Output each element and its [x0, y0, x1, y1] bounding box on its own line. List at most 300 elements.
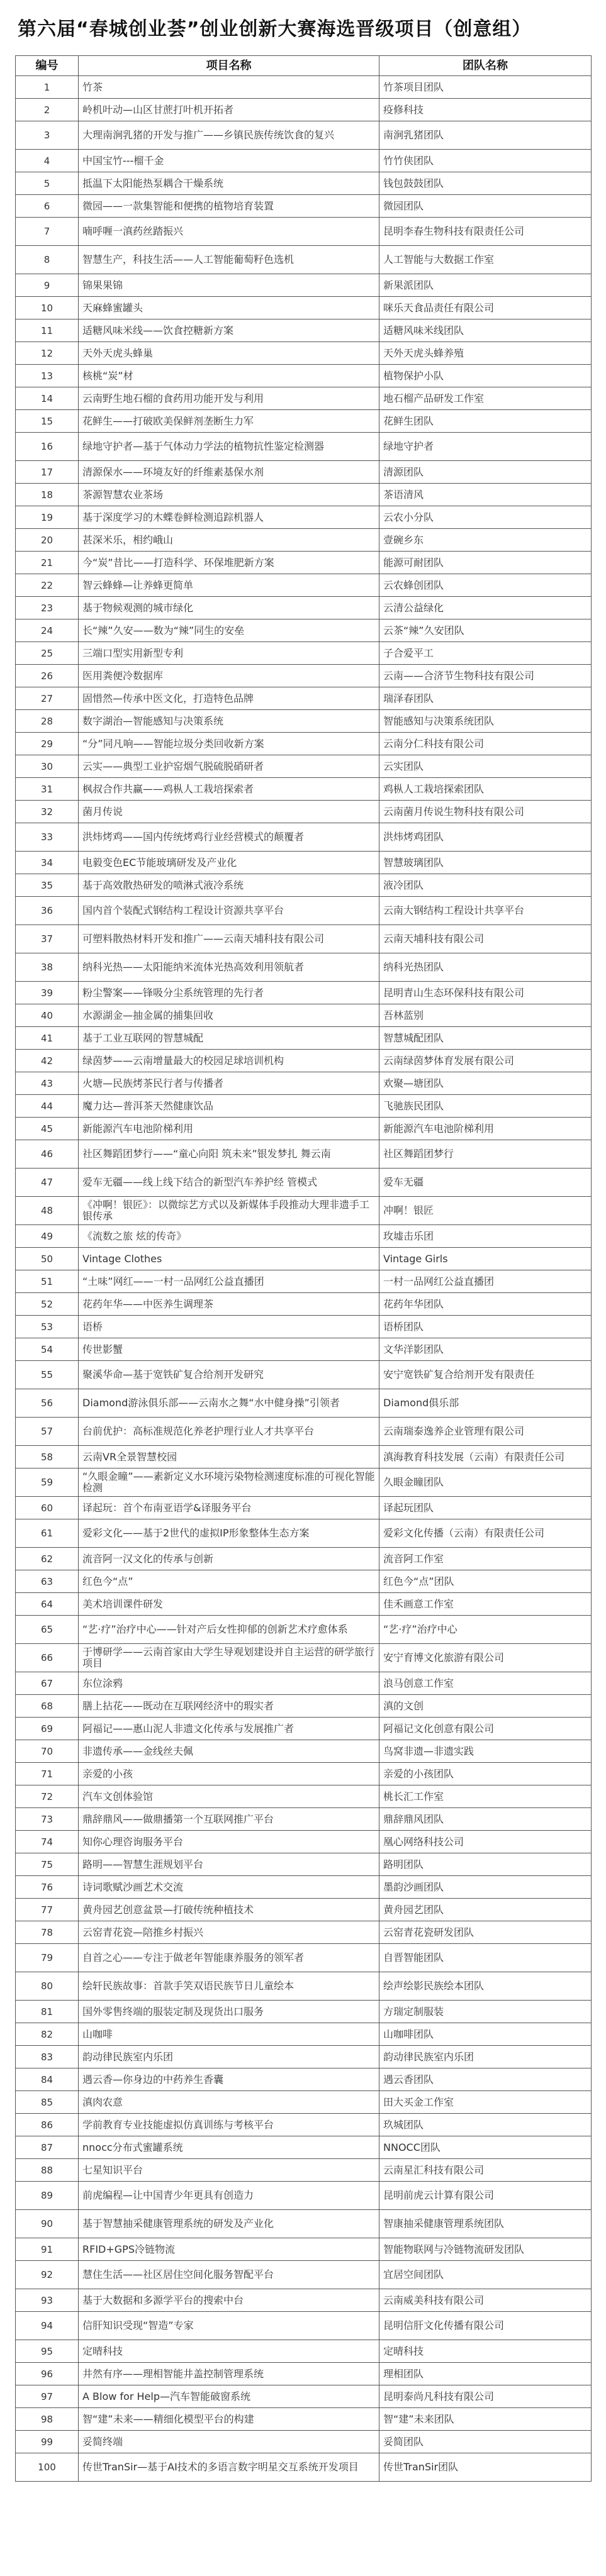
row-number: 54 — [16, 1338, 79, 1361]
project-name: 基于智慧抽采健康管理系统的研发及产业化 — [79, 2210, 379, 2238]
row-number: 21 — [16, 552, 79, 574]
team-name: 子合爱平工 — [379, 642, 592, 665]
row-number: 42 — [16, 1050, 79, 1072]
project-name: 信肝知识受现“智造”专家 — [79, 2312, 379, 2340]
row-number: 24 — [16, 619, 79, 642]
row-number: 15 — [16, 410, 79, 433]
team-name: 能源可耐团队 — [379, 552, 592, 574]
project-name: 慧住生活——社区居住空间化服务智配平台 — [79, 2261, 379, 2289]
row-number: 71 — [16, 1763, 79, 1785]
table-row — [16, 1270, 592, 1293]
team-name: 智慧玻璃团队 — [379, 852, 592, 874]
table-row — [16, 2238, 592, 2261]
row-number: 93 — [16, 2289, 79, 2312]
row-number: 76 — [16, 1876, 79, 1899]
team-name: 云南威美科技有限公司 — [379, 2289, 592, 2312]
table-row — [16, 2091, 592, 2114]
project-name: 滇肉农意 — [79, 2091, 379, 2114]
row-number: 32 — [16, 801, 79, 823]
table-row — [16, 342, 592, 365]
header-team: 团队名称 — [379, 56, 592, 76]
project-name: 绘轩民族故事：首款手笑双语民族节日儿童绘本 — [79, 1972, 379, 2001]
row-number: 40 — [16, 1004, 79, 1027]
row-number: 70 — [16, 1740, 79, 1763]
row-number: 28 — [16, 710, 79, 733]
table-row — [16, 433, 592, 461]
table-row — [16, 2289, 592, 2312]
project-name: 韵动律民族室内乐团 — [79, 2046, 379, 2068]
table-row — [16, 801, 592, 823]
table-row — [16, 2340, 592, 2363]
table-row — [16, 1808, 592, 1831]
row-number: 73 — [16, 1808, 79, 1831]
row-number: 34 — [16, 852, 79, 874]
table-row — [16, 274, 592, 297]
table-row — [16, 1248, 592, 1270]
table-row — [16, 597, 592, 619]
table-row — [16, 2385, 592, 2408]
project-name: 适糖风味米线——饮食控糖新方案 — [79, 319, 379, 342]
team-name: 云南大钢结构工程设计共享平台 — [379, 897, 592, 925]
project-name: 数字湖治—智能感知与决策系统 — [79, 710, 379, 733]
table-row — [16, 121, 592, 150]
row-number: 51 — [16, 1270, 79, 1293]
project-name: 流音阿一汉文化的传承与创新 — [79, 1548, 379, 1570]
team-name: 绘声绘影民族绘本团队 — [379, 1972, 592, 2001]
team-name: 语桥团队 — [379, 1316, 592, 1338]
row-number: 43 — [16, 1072, 79, 1095]
table-row — [16, 1197, 592, 1225]
row-number: 99 — [16, 2431, 79, 2453]
row-number: 47 — [16, 1169, 79, 1197]
project-name: 七星知识平台 — [79, 2159, 379, 2182]
team-name: 佳禾画意工作室 — [379, 1593, 592, 1616]
project-name: “艺·疗”治疗中心——针对产后女性抑郁的创新艺术疗愈体系 — [79, 1616, 379, 1644]
row-number: 98 — [16, 2408, 79, 2431]
team-name: 久眼金瞳团队 — [379, 1468, 592, 1497]
table-row — [16, 195, 592, 218]
table-row — [16, 2159, 592, 2182]
team-name: 飞驰族民团队 — [379, 1095, 592, 1118]
team-name: 绿地守护者 — [379, 433, 592, 461]
table-row — [16, 2068, 592, 2091]
team-name: 鸟窝非遗—非遗实践 — [379, 1740, 592, 1763]
team-name: 自晋智能团队 — [379, 1944, 592, 1972]
team-name: “艺·疗”治疗中心 — [379, 1616, 592, 1644]
project-name: 黄舟园艺创意盆景—打破传统种植技术 — [79, 1899, 379, 1921]
project-name: 中国宝竹---榴千金 — [79, 150, 379, 172]
row-number: 53 — [16, 1316, 79, 1338]
project-name: 新能源汽车电池阶梯利用 — [79, 1118, 379, 1140]
table-row — [16, 1095, 592, 1118]
project-name: 花药年华——中医养生调理茶 — [79, 1293, 379, 1316]
table-row — [16, 1361, 592, 1389]
team-name: 竹茶项目团队 — [379, 76, 592, 99]
row-number: 11 — [16, 319, 79, 342]
table-row — [16, 733, 592, 755]
project-name: 基于大数据和多源学平台的搜索中台 — [79, 2289, 379, 2312]
team-name: 云南绿茵梦体育发展有限公司 — [379, 1050, 592, 1072]
row-number: 57 — [16, 1418, 79, 1446]
table-row — [16, 506, 592, 529]
team-name: 社区舞蹈团梦行 — [379, 1140, 592, 1169]
table-row — [16, 246, 592, 274]
project-name: 微园——一款集智能和便携的植物培育装置 — [79, 195, 379, 218]
table-row — [16, 574, 592, 597]
project-name: 基于工业互联网的智慧城配 — [79, 1027, 379, 1050]
table-row — [16, 529, 592, 552]
table-row — [16, 2114, 592, 2136]
project-name: 岭机叶动—山区甘蔗打叶机开拓者 — [79, 99, 379, 121]
table-row — [16, 665, 592, 687]
table-row — [16, 2408, 592, 2431]
row-number: 62 — [16, 1548, 79, 1570]
team-name: 花鲜生团队 — [379, 410, 592, 433]
team-name: 云南瑞泰逸养企业管理有限公司 — [379, 1418, 592, 1446]
project-name: 智“建”未来——精细化模型平台的构建 — [79, 2408, 379, 2431]
table-row — [16, 1570, 592, 1593]
team-name: 南涧乳猪团队 — [379, 121, 592, 150]
row-number: 30 — [16, 755, 79, 778]
project-name: 井然有序——理相智能井盖控制管理系统 — [79, 2363, 379, 2385]
project-name: 亲爱的小孩 — [79, 1763, 379, 1785]
table-row — [16, 1072, 592, 1095]
row-number: 96 — [16, 2363, 79, 2385]
team-name: 云南星汇科技有限公司 — [379, 2159, 592, 2182]
project-name: 聚溪华命—基于宽铁矿复合给剂开发研究 — [79, 1361, 379, 1389]
row-number: 91 — [16, 2238, 79, 2261]
project-name: 汽车文创体验馆 — [79, 1785, 379, 1808]
team-name: 适糖风味米线团队 — [379, 319, 592, 342]
row-number: 12 — [16, 342, 79, 365]
team-name: 咪乐天食品责任有限公司 — [379, 297, 592, 319]
team-name: 理相团队 — [379, 2363, 592, 2385]
project-name: 可塑料散热材料开发和推广——云南天埔科技有限公司 — [79, 925, 379, 953]
project-name: 锦果果锦 — [79, 274, 379, 297]
team-name: Vintage Girls — [379, 1248, 592, 1270]
project-name: A Blow for Help—汽车智能破窗系统 — [79, 2385, 379, 2408]
row-number: 92 — [16, 2261, 79, 2289]
team-name: 清源团队 — [379, 461, 592, 484]
team-name: 凰心网络科技公司 — [379, 1831, 592, 1853]
row-number: 88 — [16, 2159, 79, 2182]
table-row — [16, 387, 592, 410]
project-name: 美术培训课件研发 — [79, 1593, 379, 1616]
team-name: 昆明李春生物科技有限责任公司 — [379, 218, 592, 246]
row-number: 58 — [16, 1446, 79, 1468]
row-number: 69 — [16, 1718, 79, 1740]
team-name: 云窑青花瓷研发团队 — [379, 1921, 592, 1944]
team-name: 智“建”未来团队 — [379, 2408, 592, 2431]
team-name: 地石榴产品研发工作室 — [379, 387, 592, 410]
project-name: 喃呼喱一滇药丝踏振兴 — [79, 218, 379, 246]
team-name: 鸡枞人工栽培探索团队 — [379, 778, 592, 801]
row-number: 78 — [16, 1921, 79, 1944]
project-name: 水源湖金—抽金属的捕集回收 — [79, 1004, 379, 1027]
row-number: 46 — [16, 1140, 79, 1169]
team-name: 新能源汽车电池阶梯利用 — [379, 1118, 592, 1140]
table-row — [16, 1785, 592, 1808]
row-number: 87 — [16, 2136, 79, 2159]
table-row — [16, 1316, 592, 1338]
team-name: 传世TranSir团队 — [379, 2453, 592, 2482]
project-name: 甚深米乐，相约峨山 — [79, 529, 379, 552]
table-row — [16, 1446, 592, 1468]
row-number: 8 — [16, 246, 79, 274]
project-name: 绿地守护者—基于气体动力学法的植物抗性鉴定检测器 — [79, 433, 379, 461]
table-row — [16, 1389, 592, 1418]
table-row — [16, 778, 592, 801]
project-name: 智云蜂蜂—让养蜂更简单 — [79, 574, 379, 597]
row-number: 81 — [16, 2001, 79, 2023]
row-number: 19 — [16, 506, 79, 529]
project-name: 基于物候观测的城市绿化 — [79, 597, 379, 619]
team-name: 智慧城配团队 — [379, 1027, 592, 1050]
table-row — [16, 1644, 592, 1672]
row-number: 2 — [16, 99, 79, 121]
project-name: 于博研学——云南首家由大学生导观划建设并自主运营的研学旅行项目 — [79, 1644, 379, 1672]
team-name: 滇海教育科技发展（云南）有限责任公司 — [379, 1446, 592, 1468]
table-row — [16, 2136, 592, 2159]
team-name: 安宁宽铁矿复合给剂开发有限责任 — [379, 1361, 592, 1389]
project-name: 《冲啊！银匠》：以微综艺方式以及新媒体手段推动大理非遗手工银传承 — [79, 1197, 379, 1225]
project-name: 台前优护：高标准规范化养老护理行业人才共享平台 — [79, 1418, 379, 1446]
team-name: 滇的文创 — [379, 1695, 592, 1718]
project-name: 膳上拈花——既动在互联网经济中的瑕实者 — [79, 1695, 379, 1718]
table-row — [16, 897, 592, 925]
row-number: 97 — [16, 2385, 79, 2408]
project-name: 纳科光热——太阳能纳米流体光热高效利用领航者 — [79, 953, 379, 982]
team-name: 云南分仁科技有限公司 — [379, 733, 592, 755]
project-table — [15, 55, 592, 2482]
team-name: 宜居空间团队 — [379, 2261, 592, 2289]
project-name: 今“炭”昔比——打造科学、环保堆肥新方案 — [79, 552, 379, 574]
project-name: 遇云香—你身边的中药养生香囊 — [79, 2068, 379, 2091]
team-name: 欢聚—塘团队 — [379, 1072, 592, 1095]
table-row — [16, 410, 592, 433]
table-row — [16, 2312, 592, 2340]
table-row — [16, 1831, 592, 1853]
project-name: 大理南涧乳猪的开发与推广——乡镇民族传统饮食的复兴 — [79, 121, 379, 150]
row-number: 18 — [16, 484, 79, 506]
row-number: 94 — [16, 2312, 79, 2340]
project-name: 云南野生地石榴的食药用功能开发与利用 — [79, 387, 379, 410]
project-name: 路明——智慧生涯规划平台 — [79, 1853, 379, 1876]
project-name: 爱车无疆——线上线下结合的新型汽车养护经 管模式 — [79, 1169, 379, 1197]
team-name: 新果派团队 — [379, 274, 592, 297]
row-number: 60 — [16, 1497, 79, 1519]
row-number: 90 — [16, 2210, 79, 2238]
project-name: “久眼金瞳”——素新定义水环境污染物检测速度标准的可视化智能检测 — [79, 1468, 379, 1497]
table-row — [16, 1763, 592, 1785]
row-number: 49 — [16, 1225, 79, 1248]
row-number: 20 — [16, 529, 79, 552]
table-row — [16, 552, 592, 574]
team-name: 智康抽采健康管理系统团队 — [379, 2210, 592, 2238]
project-name: Vintage Clothes — [79, 1248, 379, 1270]
project-name: 社区舞蹈团梦行——“童心向阳 筑未来”银发梦扎 舞云南 — [79, 1140, 379, 1169]
table-row — [16, 1718, 592, 1740]
project-name: 固惜然—传承中医文化，打造特色品牌 — [79, 687, 379, 710]
row-number: 67 — [16, 1672, 79, 1695]
table-row — [16, 2261, 592, 2289]
row-number: 29 — [16, 733, 79, 755]
project-name: 译起玩：首个布南亚语学&译服务平台 — [79, 1497, 379, 1519]
team-name: 云南——合济节生物科技有限公司 — [379, 665, 592, 687]
team-name: 智能感知与决策系统团队 — [379, 710, 592, 733]
table-row — [16, 150, 592, 172]
project-name: 茶源智慧农业茶场 — [79, 484, 379, 506]
team-name: 壹碗乡东 — [379, 529, 592, 552]
row-number: 83 — [16, 2046, 79, 2068]
row-number: 7 — [16, 218, 79, 246]
project-name: 竹茶 — [79, 76, 379, 99]
team-name: 昆明青山生态环保科技有限公司 — [379, 982, 592, 1004]
project-name: 基于高效散热研发的喷淋式液冷系统 — [79, 874, 379, 897]
row-number: 26 — [16, 665, 79, 687]
row-number: 100 — [16, 2453, 79, 2482]
project-name: 知你心理咨询服务平台 — [79, 1831, 379, 1853]
row-number: 48 — [16, 1197, 79, 1225]
project-name: 枫叔合作共赢——鸡枞人工栽培探索者 — [79, 778, 379, 801]
team-name: 云南天埔科技有限公司 — [379, 925, 592, 953]
row-number: 64 — [16, 1593, 79, 1616]
row-number: 75 — [16, 1853, 79, 1876]
team-name: 云南菌月传说生物科技有限公司 — [379, 801, 592, 823]
table-row — [16, 319, 592, 342]
row-number: 16 — [16, 433, 79, 461]
table-row — [16, 953, 592, 982]
row-number: 74 — [16, 1831, 79, 1853]
row-number: 79 — [16, 1944, 79, 1972]
team-name: 桃长汇工作室 — [379, 1785, 592, 1808]
row-number: 44 — [16, 1095, 79, 1118]
table-row — [16, 2431, 592, 2453]
team-name: 鼎辞鼎风团队 — [379, 1808, 592, 1831]
team-name: 云农小分队 — [379, 506, 592, 529]
row-number: 84 — [16, 2068, 79, 2091]
row-number: 66 — [16, 1644, 79, 1672]
project-name: nnocc分布式蜜罐系统 — [79, 2136, 379, 2159]
team-name: 浪马创意工作室 — [379, 1672, 592, 1695]
project-name: 语桥 — [79, 1316, 379, 1338]
row-number: 37 — [16, 925, 79, 953]
row-number: 5 — [16, 172, 79, 195]
team-name: 亲爱的小孩团队 — [379, 1763, 592, 1785]
project-name: 山咖啡 — [79, 2023, 379, 2046]
row-number: 56 — [16, 1389, 79, 1418]
team-name: 墨韵沙画团队 — [379, 1876, 592, 1899]
row-number: 59 — [16, 1468, 79, 1497]
project-name: 鼎辞鼎风——做鼎播第一个互联网推广平台 — [79, 1808, 379, 1831]
team-name: 植物保护小队 — [379, 365, 592, 387]
row-number: 9 — [16, 274, 79, 297]
row-number: 85 — [16, 2091, 79, 2114]
table-row — [16, 1338, 592, 1361]
project-name: 自首之心——专注于做老年智能康养服务的领军者 — [79, 1944, 379, 1972]
document-title: 第六届“春城创业荟”创业创新大赛海选晋级项目（创意组） — [18, 18, 532, 40]
project-name: 非遗传承——金线丝夫佩 — [79, 1740, 379, 1763]
team-name: 云实团队 — [379, 755, 592, 778]
team-name: 韵动律民族室内乐团 — [379, 2046, 592, 2068]
row-number: 31 — [16, 778, 79, 801]
row-number: 14 — [16, 387, 79, 410]
team-name: 玫墟击乐团 — [379, 1225, 592, 1248]
row-number: 6 — [16, 195, 79, 218]
project-name: 菌月传说 — [79, 801, 379, 823]
table-row — [16, 1140, 592, 1169]
row-number: 41 — [16, 1027, 79, 1050]
project-name: 智慧生产，科技生活——人工智能葡萄籽色选机 — [79, 246, 379, 274]
table-row — [16, 1027, 592, 1050]
table-row — [16, 1740, 592, 1763]
project-name: 传世TranSir—基于AI技术的多语言数字明星交互系统开发项目 — [79, 2453, 379, 2482]
project-name: 清源保水——环境友好的纤维素基保水剂 — [79, 461, 379, 484]
table-row — [16, 687, 592, 710]
project-name: 核桃“炭”材 — [79, 365, 379, 387]
team-name: Diamond俱乐部 — [379, 1389, 592, 1418]
table-row — [16, 1972, 592, 2001]
team-name: 疫修科技 — [379, 99, 592, 121]
table-row — [16, 1548, 592, 1570]
team-name: 智能物联网与冷链物流研发团队 — [379, 2238, 592, 2261]
team-name: 红色今“点”团队 — [379, 1570, 592, 1593]
project-name: 魔力达—普洱茶天然健康饮品 — [79, 1095, 379, 1118]
project-name: 云实——典型工业护窑烟气脱硫脱硝研者 — [79, 755, 379, 778]
team-name: 译起玩团队 — [379, 1497, 592, 1519]
team-name: 定晴科技 — [379, 2340, 592, 2363]
table-row — [16, 982, 592, 1004]
table-row — [16, 755, 592, 778]
table-row — [16, 2001, 592, 2023]
table-row — [16, 2363, 592, 2385]
project-name: 三端口型实用新型专利 — [79, 642, 379, 665]
table-row — [16, 925, 592, 953]
team-name: 昆明泰尚凡科技有限公司 — [379, 2385, 592, 2408]
project-name: 天麻蜂蜜罐头 — [79, 297, 379, 319]
project-name: 粉尘警案——锋吸分尘系统管理的先行者 — [79, 982, 379, 1004]
row-number: 55 — [16, 1361, 79, 1389]
row-number: 50 — [16, 1248, 79, 1270]
row-number: 3 — [16, 121, 79, 150]
table-row — [16, 1944, 592, 1972]
table-row — [16, 99, 592, 121]
team-name: 钱包鼓鼓团队 — [379, 172, 592, 195]
team-name: 山咖啡团队 — [379, 2023, 592, 2046]
row-number: 45 — [16, 1118, 79, 1140]
table-row — [16, 1921, 592, 1944]
team-name: 云清公益绿化 — [379, 597, 592, 619]
team-name: 竹竹侠团队 — [379, 150, 592, 172]
project-name: “土味”网红——一村一品网红公益直播团 — [79, 1270, 379, 1293]
team-name: 玖城团队 — [379, 2114, 592, 2136]
table-row — [16, 2182, 592, 2210]
table-row — [16, 2210, 592, 2238]
team-name: 天外天虎头蜂养殖 — [379, 342, 592, 365]
row-number: 61 — [16, 1519, 79, 1548]
team-name: 人工智能与大数据工作室 — [379, 246, 592, 274]
project-name: 云窑青花瓷—陪推乡村振兴 — [79, 1921, 379, 1944]
row-number: 25 — [16, 642, 79, 665]
team-name: 文华洋影团队 — [379, 1338, 592, 1361]
table-row — [16, 1418, 592, 1446]
table-header-row — [16, 56, 592, 76]
table-row — [16, 874, 592, 897]
row-number: 63 — [16, 1570, 79, 1593]
row-number: 33 — [16, 823, 79, 852]
table-row — [16, 1118, 592, 1140]
row-number: 13 — [16, 365, 79, 387]
